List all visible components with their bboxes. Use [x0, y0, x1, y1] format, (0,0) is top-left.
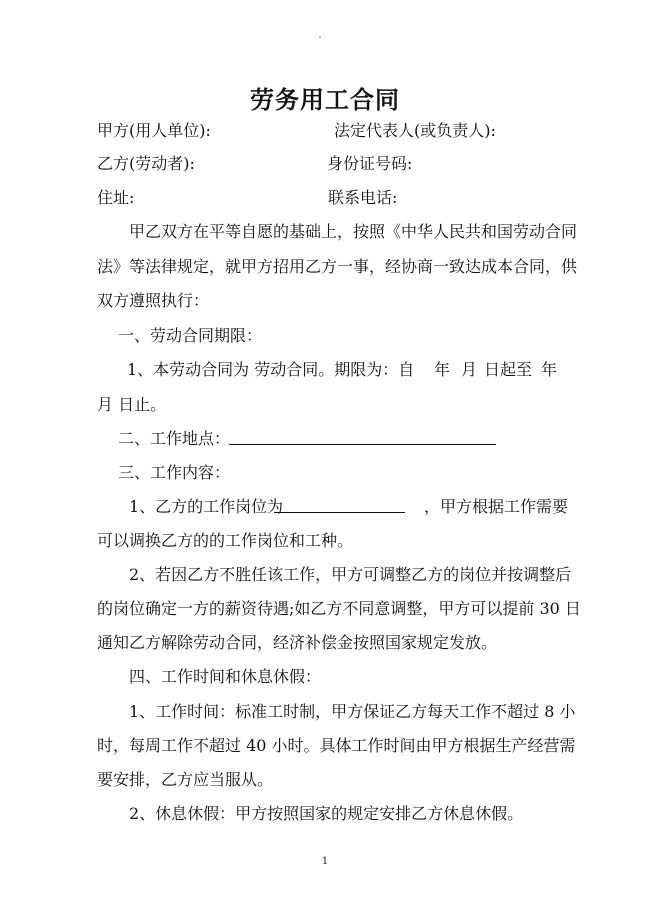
work-location-blank: [229, 428, 496, 451]
section-4-item-1-line-3: 要安排，乙方应当服从。: [97, 770, 274, 789]
section-1-day-1: 日起至: [484, 360, 533, 379]
section-3-item-2-line-2: 的岗位确定一方的薪资待遇;如乙方不同意调整，甲方可以提前 30 日: [97, 599, 581, 618]
page-number: 1: [321, 856, 329, 867]
section-3-item-1-b: ，甲方根据工作需要: [424, 497, 569, 516]
section-1-item-1: 1、本劳动合同为 劳动合同。期限为：自: [127, 360, 415, 379]
legal-rep-label: 法定代表人(或负责人):: [334, 121, 496, 140]
section-3-item-1: 1、乙方的工作岗位为: [129, 497, 284, 516]
section-2-heading: 二、工作地点：: [118, 429, 231, 448]
party-b-label: 乙方(劳动者):: [97, 154, 195, 173]
section-3-heading: 三、工作内容：: [118, 463, 231, 482]
address-label: 住址:: [97, 188, 135, 207]
section-1-year-2: 年: [541, 360, 558, 379]
section-1-heading: 一、劳动合同期限：: [118, 326, 263, 345]
document-title: 劳务用工合同: [250, 85, 400, 114]
id-number-label: 身份证号码:: [327, 154, 413, 173]
section-3-item-2-line-3: 通知乙方解除劳动合同，经济补偿金按照国家规定发放。: [97, 633, 498, 652]
section-3-item-2-line-1: 2、若因乙方不胜任该工作，甲方可调整乙方的岗位并按调整后: [129, 565, 572, 584]
party-a-label: 甲方(用人单位):: [97, 121, 211, 140]
section-1-year-1: 年: [434, 360, 451, 379]
section-4-item-1-line-2: 时，每周工作不超过 40 小时。具体工作时间由甲方根据生产经营需: [97, 736, 576, 755]
section-1-item-1-cont: 月 日止。: [97, 395, 167, 414]
job-position-blank: [274, 496, 405, 519]
section-4-item-1-line-1: 1、工作时间：标准工时制，甲方保证乙方每天工作不超过 8 小: [129, 702, 576, 721]
intro-line-1: 甲乙双方在平等自愿的基础上，按照《中华人民共和国劳动合同: [129, 222, 578, 241]
section-4-heading: 四、工作时间和休息休假：: [129, 667, 322, 686]
section-1-month-1: 月: [461, 360, 478, 379]
section-3-item-1-cont: 可以调换乙方的的工作岗位和工种。: [97, 531, 354, 550]
scan-dot: [319, 36, 321, 38]
intro-line-2: 法》等法律规定，就甲方招用乙方一事，经协商一致达成本合同，供: [97, 257, 578, 276]
phone-label: 联系电话:: [328, 188, 398, 207]
section-4-item-2: 2、休息休假：甲方按照国家的规定安排乙方休息休假。: [129, 804, 524, 823]
intro-line-3: 双方遵照执行：: [97, 291, 210, 310]
